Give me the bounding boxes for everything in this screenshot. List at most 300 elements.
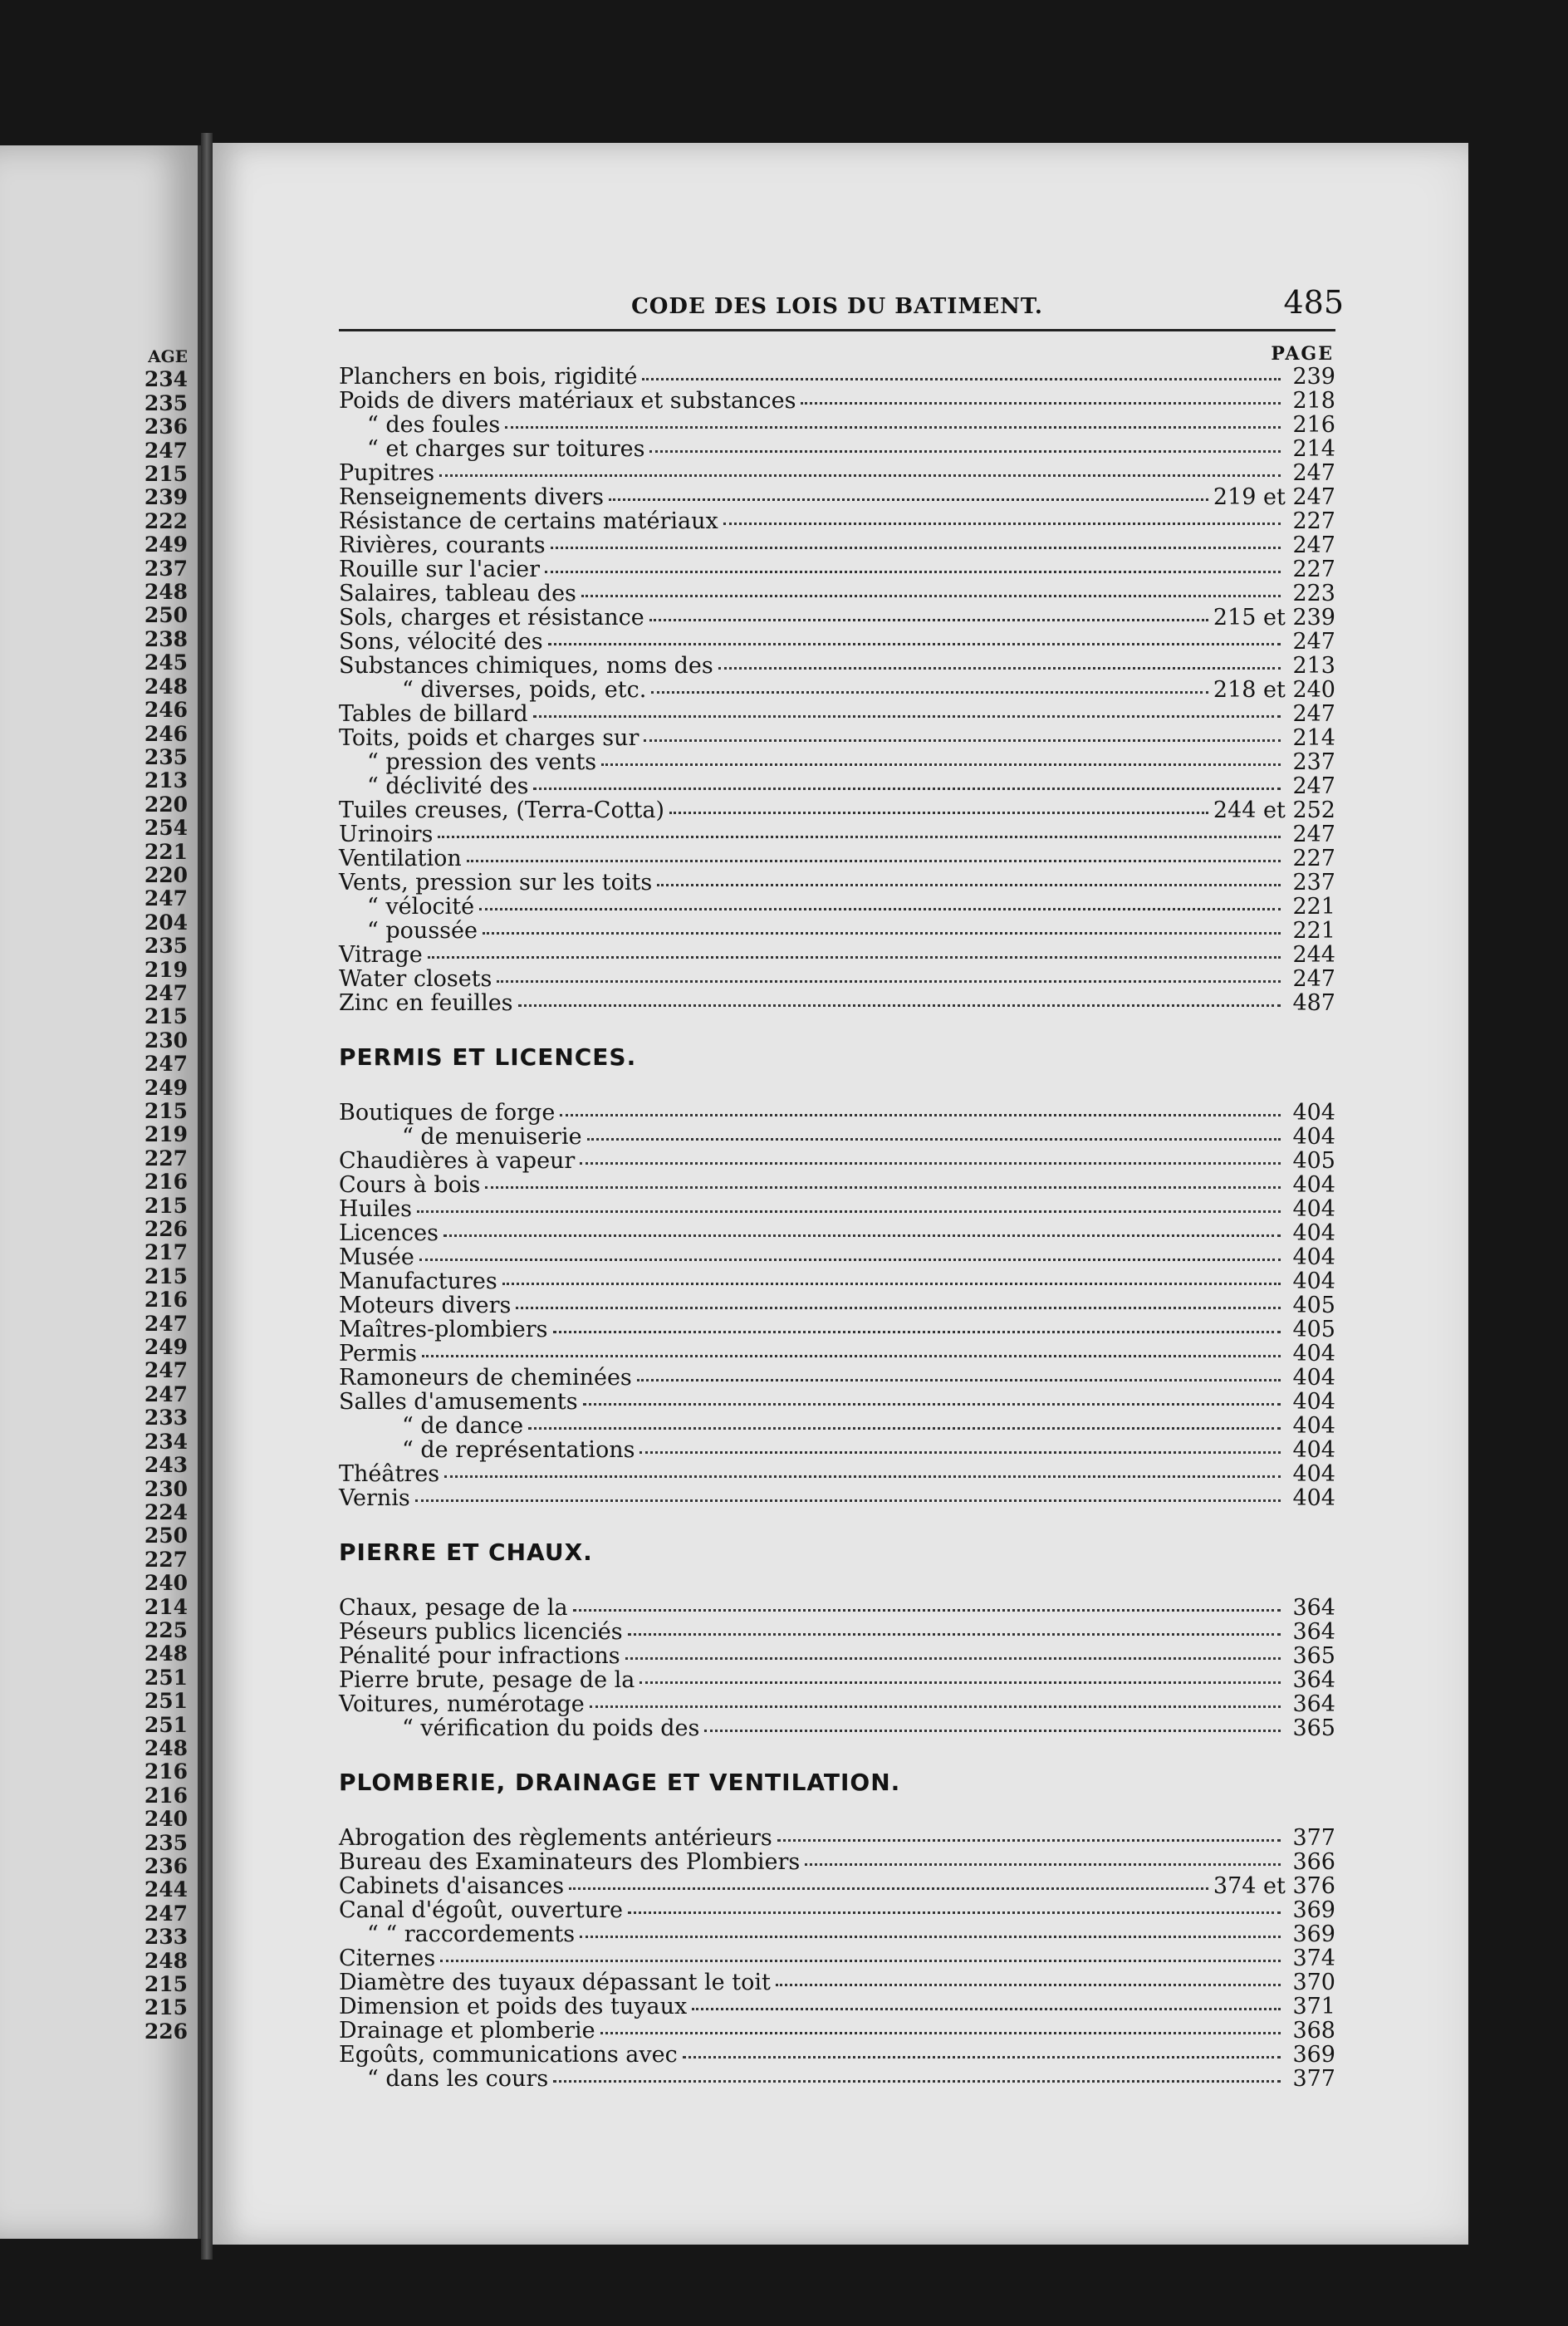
left-page-number: 246 xyxy=(144,721,188,746)
left-page-number: 247 xyxy=(144,1901,188,1926)
dot-leader xyxy=(467,845,1281,862)
entry-text: Dimension et poids des tuyaux xyxy=(339,1994,688,2019)
dot-leader xyxy=(628,1897,1281,1914)
index-entry xyxy=(339,1874,1335,1898)
dot-leader xyxy=(444,1460,1281,1478)
left-page-number: 246 xyxy=(144,698,188,723)
entry-text: Théâtres xyxy=(339,1461,440,1487)
dot-leader xyxy=(533,773,1281,790)
entry-page-number: 404 xyxy=(1292,1389,1335,1415)
dot-leader xyxy=(417,1195,1281,1213)
entry-text: Canal d'égoût, ouverture xyxy=(339,1897,623,1923)
index-entry xyxy=(339,1898,1335,1922)
left-page-number: 236 xyxy=(144,415,188,439)
entry-text: “ pression des vents xyxy=(367,749,597,775)
running-header xyxy=(339,282,1344,331)
entry-text: Voitures, numérotage xyxy=(339,1691,585,1717)
index-entry xyxy=(339,1826,1335,1850)
entry-text: Résistance de certains matériaux xyxy=(339,508,718,534)
section-title: PERMIS ET LICENCES. xyxy=(339,1043,637,1071)
left-page-number: 215 xyxy=(144,1004,188,1029)
left-page-number: 219 xyxy=(144,1122,188,1147)
index-entry xyxy=(339,1596,1335,1620)
entry-text: Bureau des Examinateurs des Plombiers xyxy=(339,1849,801,1875)
index-entry xyxy=(339,871,1335,895)
left-page-number: 216 xyxy=(144,1288,188,1313)
dot-leader xyxy=(545,556,1281,573)
left-page-number: 248 xyxy=(144,1735,188,1760)
left-page-number: 227 xyxy=(144,1146,188,1170)
dot-leader xyxy=(440,1945,1281,1962)
entry-page-number: 221 xyxy=(1292,918,1335,944)
entry-page-number: 237 xyxy=(1292,870,1335,896)
entry-page-number: 247 xyxy=(1292,532,1335,558)
left-page-number: 237 xyxy=(144,556,188,581)
entry-text: “ déclivité des xyxy=(367,773,529,799)
index-section xyxy=(339,1538,1335,1740)
dot-leader xyxy=(428,941,1281,959)
left-page-number: 235 xyxy=(144,934,188,959)
entry-page-number: 377 xyxy=(1292,2066,1335,2092)
dot-leader xyxy=(580,1147,1281,1165)
entry-text: Pierre brute, pesage de la xyxy=(339,1667,635,1693)
dot-leader xyxy=(601,748,1281,766)
entry-page-number: 404 xyxy=(1292,1124,1335,1150)
dot-leader xyxy=(609,483,1208,501)
entry-text: “ de représentations xyxy=(402,1437,635,1463)
entry-text: Licences xyxy=(339,1220,439,1246)
left-page-number: 247 xyxy=(144,1381,188,1406)
left-page-number: 215 xyxy=(144,1099,188,1123)
entry-page-number: 404 xyxy=(1292,1365,1335,1391)
entry-text: Ventilation xyxy=(339,846,462,871)
entry-text: Salaires, tableau des xyxy=(339,581,576,606)
index-entry xyxy=(339,991,1335,1015)
dot-leader xyxy=(419,1244,1281,1261)
dot-leader xyxy=(723,508,1281,525)
dot-leader xyxy=(600,2017,1281,2034)
index-entry xyxy=(339,1318,1335,1342)
left-page-number-column xyxy=(145,345,188,2044)
index-entry xyxy=(339,654,1335,678)
entry-text: Vitrage xyxy=(339,942,423,968)
dot-leader xyxy=(553,2065,1281,2083)
dot-leader xyxy=(649,435,1281,453)
entry-text: Tuiles creuses, (Terra-Cotta) xyxy=(339,797,665,823)
entry-page-number: 369 xyxy=(1292,1897,1335,1923)
index-entry xyxy=(339,726,1335,750)
entry-text: “ et charges sur toitures xyxy=(367,436,645,462)
dot-leader xyxy=(439,459,1281,477)
entry-text: Urinoirs xyxy=(339,822,434,847)
left-page-number: 240 xyxy=(144,1807,188,1832)
entry-page-number: 364 xyxy=(1292,1595,1335,1621)
entry-text: Tables de billard xyxy=(339,701,528,727)
left-page-number: 249 xyxy=(144,1335,188,1360)
dot-leader xyxy=(516,1292,1281,1309)
index-entry xyxy=(339,630,1335,654)
dot-leader xyxy=(528,1412,1281,1430)
dot-leader xyxy=(587,1123,1281,1141)
entry-text: Poids de divers matériaux et substances xyxy=(339,388,796,414)
entry-page-number: 218 xyxy=(1292,388,1335,414)
book-gutter xyxy=(201,133,213,2260)
left-page-number: 222 xyxy=(144,508,188,533)
entry-page-number: 239 xyxy=(1292,364,1335,390)
left-page-number: 216 xyxy=(144,1170,188,1195)
entry-text: Boutiques de forge xyxy=(339,1100,556,1126)
dot-leader xyxy=(518,989,1281,1007)
index-entry xyxy=(339,1922,1335,1946)
entry-page-number: 405 xyxy=(1292,1317,1335,1342)
left-page-number: 235 xyxy=(144,744,188,769)
entry-page-number: 244 et 252 xyxy=(1213,797,1335,823)
entry-page-number: 213 xyxy=(1292,653,1335,679)
entry-text: Rivières, courants xyxy=(339,532,546,558)
index-entry xyxy=(339,1668,1335,1692)
entry-text: Permis xyxy=(339,1341,417,1367)
entry-text: Sols, charges et résistance xyxy=(339,605,644,631)
index-entry xyxy=(339,365,1335,389)
entry-text: Musée xyxy=(339,1244,414,1270)
entry-text: Chaux, pesage de la xyxy=(339,1595,568,1621)
entry-text: “ des foules xyxy=(367,412,501,438)
entry-page-number: 247 xyxy=(1292,966,1335,992)
left-page-number: 249 xyxy=(144,1075,188,1100)
entry-text: Péseurs publics licenciés xyxy=(339,1619,623,1645)
left-page-number: 214 xyxy=(144,1594,188,1619)
left-page-number: 220 xyxy=(144,862,188,887)
dot-leader xyxy=(637,1364,1281,1381)
left-page-number: 204 xyxy=(144,910,188,935)
dot-leader xyxy=(625,1642,1281,1660)
entry-text: Diamètre des tuyaux dépassant le toit xyxy=(339,1970,771,1995)
index-entry xyxy=(339,846,1335,871)
entry-page-number: 374 et 376 xyxy=(1213,1873,1335,1899)
entry-page-number: 370 xyxy=(1292,1970,1335,1995)
left-page-number: 215 xyxy=(144,1995,188,2020)
entry-text: Cabinets d'aisances xyxy=(339,1873,565,1899)
entry-text: Planchers en bois, rigidité xyxy=(339,364,638,390)
entry-page-number: 218 et 240 xyxy=(1213,677,1335,703)
left-page-number: 239 xyxy=(144,485,188,510)
entry-page-number: 247 xyxy=(1292,822,1335,847)
left-page-number: 247 xyxy=(144,980,188,1005)
index-entry xyxy=(339,1716,1335,1740)
left-page-number: 250 xyxy=(144,1524,188,1548)
index-entry xyxy=(339,1644,1335,1668)
entry-page-number: 247 xyxy=(1292,460,1335,486)
index-entry xyxy=(339,1970,1335,1995)
left-page-number: 245 xyxy=(144,650,188,675)
index-entry xyxy=(339,1486,1335,1510)
left-page-number: 248 xyxy=(144,1948,188,1973)
left-page-number: 215 xyxy=(144,1972,188,1997)
left-page-number: 215 xyxy=(144,462,188,487)
left-page-number: 238 xyxy=(144,626,188,651)
dot-leader xyxy=(590,1691,1281,1708)
left-page-number: 235 xyxy=(144,390,188,415)
dot-leader xyxy=(497,965,1281,983)
left-page-number: 225 xyxy=(144,1617,188,1642)
dot-leader xyxy=(583,1388,1281,1406)
entry-page-number: 223 xyxy=(1292,581,1335,606)
index-entry xyxy=(339,798,1335,822)
entry-text: Pupitres xyxy=(339,460,435,486)
dot-leader xyxy=(553,1316,1281,1333)
index-entry xyxy=(339,461,1335,485)
entry-page-number: 364 xyxy=(1292,1667,1335,1693)
left-page-number: 247 xyxy=(144,438,188,463)
entry-page-number: 404 xyxy=(1292,1485,1335,1511)
entry-page-number: 366 xyxy=(1292,1849,1335,1875)
left-page-number: 233 xyxy=(144,1925,188,1950)
entry-page-number: 377 xyxy=(1292,1825,1335,1851)
index-entry xyxy=(339,2043,1335,2067)
left-page-number: 213 xyxy=(144,768,188,793)
index-entry xyxy=(339,1173,1335,1197)
left-page-number: 251 xyxy=(144,1712,188,1737)
entry-text: Salles d'amusements xyxy=(339,1389,578,1415)
entry-page-number: 374 xyxy=(1292,1946,1335,1971)
entry-text: Moteurs divers xyxy=(339,1293,512,1318)
left-page-number: 215 xyxy=(144,1264,188,1288)
index-entry xyxy=(339,1125,1335,1149)
entry-page-number: 404 xyxy=(1292,1220,1335,1246)
index-entry xyxy=(339,533,1335,557)
index-entry xyxy=(339,1995,1335,2019)
left-page-number: 234 xyxy=(144,367,188,392)
entry-text: “ diverses, poids, etc. xyxy=(402,677,647,703)
section-title: PLOMBERIE, DRAINAGE ET VENTILATION. xyxy=(339,1769,901,1796)
entry-text: “ vérification du poids des xyxy=(402,1715,700,1741)
dot-leader xyxy=(669,797,1208,814)
entry-text: “ de dance xyxy=(402,1413,524,1439)
entry-page-number: 364 xyxy=(1292,1619,1335,1645)
left-page-number: 251 xyxy=(144,1689,188,1714)
entry-text: Toits, poids et charges sur xyxy=(339,725,639,751)
index-entry xyxy=(339,1946,1335,1970)
entry-text: Manufactures xyxy=(339,1269,497,1294)
index-entry xyxy=(339,1850,1335,1874)
entry-page-number: 405 xyxy=(1292,1293,1335,1318)
left-page-number: 251 xyxy=(144,1665,188,1690)
entry-page-number: 368 xyxy=(1292,2018,1335,2044)
entry-page-number: 227 xyxy=(1292,557,1335,582)
index-entry xyxy=(339,822,1335,846)
dot-leader xyxy=(560,1099,1281,1116)
entry-page-number: 404 xyxy=(1292,1461,1335,1487)
entry-page-number: 227 xyxy=(1292,508,1335,534)
left-page-number: 248 xyxy=(144,1641,188,1666)
entry-page-number: 369 xyxy=(1292,1921,1335,1947)
entry-text: Chaudières à vapeur xyxy=(339,1148,576,1174)
index-entry xyxy=(339,895,1335,919)
dot-leader xyxy=(644,724,1281,742)
left-page-number: 235 xyxy=(144,1830,188,1855)
entry-page-number: 404 xyxy=(1292,1172,1335,1198)
left-page-number: 247 xyxy=(144,1358,188,1383)
dot-leader xyxy=(502,1268,1281,1285)
entry-page-number: 247 xyxy=(1292,629,1335,655)
index-entry xyxy=(339,943,1335,967)
index-entry xyxy=(339,557,1335,582)
entry-page-number: 247 xyxy=(1292,773,1335,799)
entry-page-number: 216 xyxy=(1292,412,1335,438)
page-column-label: PAGE xyxy=(1271,343,1334,365)
dot-leader xyxy=(657,869,1281,886)
index-sections xyxy=(339,365,1335,2091)
entry-page-number: 404 xyxy=(1292,1196,1335,1222)
dot-leader xyxy=(573,1594,1281,1612)
left-page-number: 217 xyxy=(144,1240,188,1265)
left-page-number: 248 xyxy=(144,674,188,699)
index-entry xyxy=(339,967,1335,991)
entry-text: “ dans les cours xyxy=(367,2066,549,2092)
left-page-number: 234 xyxy=(144,1429,188,1454)
entry-page-number: 371 xyxy=(1292,1994,1335,2019)
dot-leader xyxy=(649,604,1208,621)
dot-leader xyxy=(651,676,1208,694)
header-title: CODE DES LOIS DU BATIMENT. xyxy=(631,294,1043,319)
entry-page-number: 365 xyxy=(1292,1643,1335,1669)
left-page-number: 219 xyxy=(144,957,188,982)
dot-leader xyxy=(692,1993,1281,2010)
index-entry xyxy=(339,2019,1335,2043)
entry-page-number: 487 xyxy=(1292,990,1335,1016)
index-section xyxy=(339,365,1335,1015)
entry-page-number: 404 xyxy=(1292,1100,1335,1126)
dot-leader xyxy=(505,411,1281,429)
index-entry xyxy=(339,750,1335,774)
index-entry xyxy=(339,1342,1335,1366)
index-entry xyxy=(339,1197,1335,1221)
entry-text: Water closets xyxy=(339,966,492,992)
page-content xyxy=(339,282,1344,2092)
left-page-number: 220 xyxy=(144,792,188,817)
index-entry xyxy=(339,413,1335,437)
dot-leader xyxy=(569,1872,1208,1890)
entry-page-number: 404 xyxy=(1292,1269,1335,1294)
entry-page-number: 221 xyxy=(1292,894,1335,920)
index-entry xyxy=(339,1414,1335,1438)
entry-text: Egoûts, communications avec xyxy=(339,2042,678,2068)
index-entry xyxy=(339,1269,1335,1293)
left-page-number: 249 xyxy=(144,532,188,557)
left-page-number: 230 xyxy=(144,1028,188,1053)
dot-leader xyxy=(443,1219,1281,1237)
left-page-number: 254 xyxy=(144,816,188,841)
index-entry xyxy=(339,702,1335,726)
left-page-number: 244 xyxy=(144,1877,188,1902)
index-section xyxy=(339,1769,1335,2091)
entry-page-number: 364 xyxy=(1292,1691,1335,1717)
index-entry xyxy=(339,1438,1335,1462)
left-page-number: 250 xyxy=(144,603,188,628)
entry-text: Vernis xyxy=(339,1485,410,1511)
index-entry xyxy=(339,1462,1335,1486)
left-page-number: 230 xyxy=(144,1476,188,1501)
entry-page-number: 214 xyxy=(1292,725,1335,751)
index-section xyxy=(339,1043,1335,1510)
dot-leader xyxy=(551,532,1281,549)
entry-text: Cours à bois xyxy=(339,1172,481,1198)
entry-text: Renseignements divers xyxy=(339,484,604,510)
index-entry xyxy=(339,1221,1335,1245)
entry-page-number: 404 xyxy=(1292,1341,1335,1367)
index-entry xyxy=(339,606,1335,630)
entry-text: Rouille sur l'acier xyxy=(339,557,540,582)
left-page-number: 226 xyxy=(144,2019,188,2044)
dot-leader xyxy=(483,917,1281,935)
entry-text: “ de menuiserie xyxy=(402,1124,582,1150)
dot-leader xyxy=(580,1921,1281,1938)
entry-page-number: 369 xyxy=(1292,2042,1335,2068)
entry-text: “ poussée xyxy=(367,918,478,944)
dot-leader xyxy=(639,1436,1281,1454)
dot-leader xyxy=(801,387,1281,405)
entry-text: Sons, vélocité des xyxy=(339,629,543,655)
dot-leader xyxy=(479,893,1281,910)
dot-leader xyxy=(642,363,1281,380)
page-number: 485 xyxy=(1283,284,1344,321)
index-entry xyxy=(339,389,1335,413)
left-page-number: 240 xyxy=(144,1571,188,1596)
left-page-number: 236 xyxy=(144,1854,188,1878)
entry-text: Substances chimiques, noms des xyxy=(339,653,713,679)
dot-leader xyxy=(415,1484,1281,1502)
left-page-number: 224 xyxy=(144,1499,188,1524)
entry-page-number: 247 xyxy=(1292,701,1335,727)
index-entry xyxy=(339,1620,1335,1644)
dot-leader xyxy=(718,652,1281,670)
index-entry xyxy=(339,582,1335,606)
left-page-number: 243 xyxy=(144,1453,188,1478)
dot-leader xyxy=(438,821,1281,838)
entry-text: Maîtres-plombiers xyxy=(339,1317,548,1342)
entry-page-number: 365 xyxy=(1292,1715,1335,1741)
dot-leader xyxy=(683,2041,1281,2059)
index-entry xyxy=(339,919,1335,943)
dot-leader xyxy=(581,580,1281,597)
section-title: PIERRE ET CHAUX. xyxy=(339,1538,593,1566)
dot-leader xyxy=(777,1824,1281,1842)
entry-text: Ramoneurs de cheminées xyxy=(339,1365,632,1391)
dot-leader xyxy=(628,1618,1281,1636)
entry-text: Abrogation des règlements antérieurs xyxy=(339,1825,772,1851)
left-page-number: 233 xyxy=(144,1406,188,1430)
dot-leader xyxy=(548,628,1281,645)
left-facing-page xyxy=(0,145,201,2239)
index-entry xyxy=(339,1101,1335,1125)
index-entry xyxy=(339,1149,1335,1173)
left-page-number: 215 xyxy=(144,1193,188,1218)
entry-text: “ vélocité xyxy=(367,894,475,920)
left-page-number: 247 xyxy=(144,886,188,911)
entry-text: Zinc en feuilles xyxy=(339,990,513,1016)
left-page-number: 226 xyxy=(144,1217,188,1242)
entry-page-number: 214 xyxy=(1292,436,1335,462)
entry-page-number: 404 xyxy=(1292,1413,1335,1439)
entry-page-number: 227 xyxy=(1292,846,1335,871)
entry-text: “ “ raccordements xyxy=(367,1921,576,1947)
index-entry xyxy=(339,1692,1335,1716)
dot-leader xyxy=(805,1848,1281,1866)
entry-page-number: 404 xyxy=(1292,1437,1335,1463)
entry-text: Pénalité pour infractions xyxy=(339,1643,620,1669)
entry-page-number: 244 xyxy=(1292,942,1335,968)
left-page-number: 227 xyxy=(144,1547,188,1572)
